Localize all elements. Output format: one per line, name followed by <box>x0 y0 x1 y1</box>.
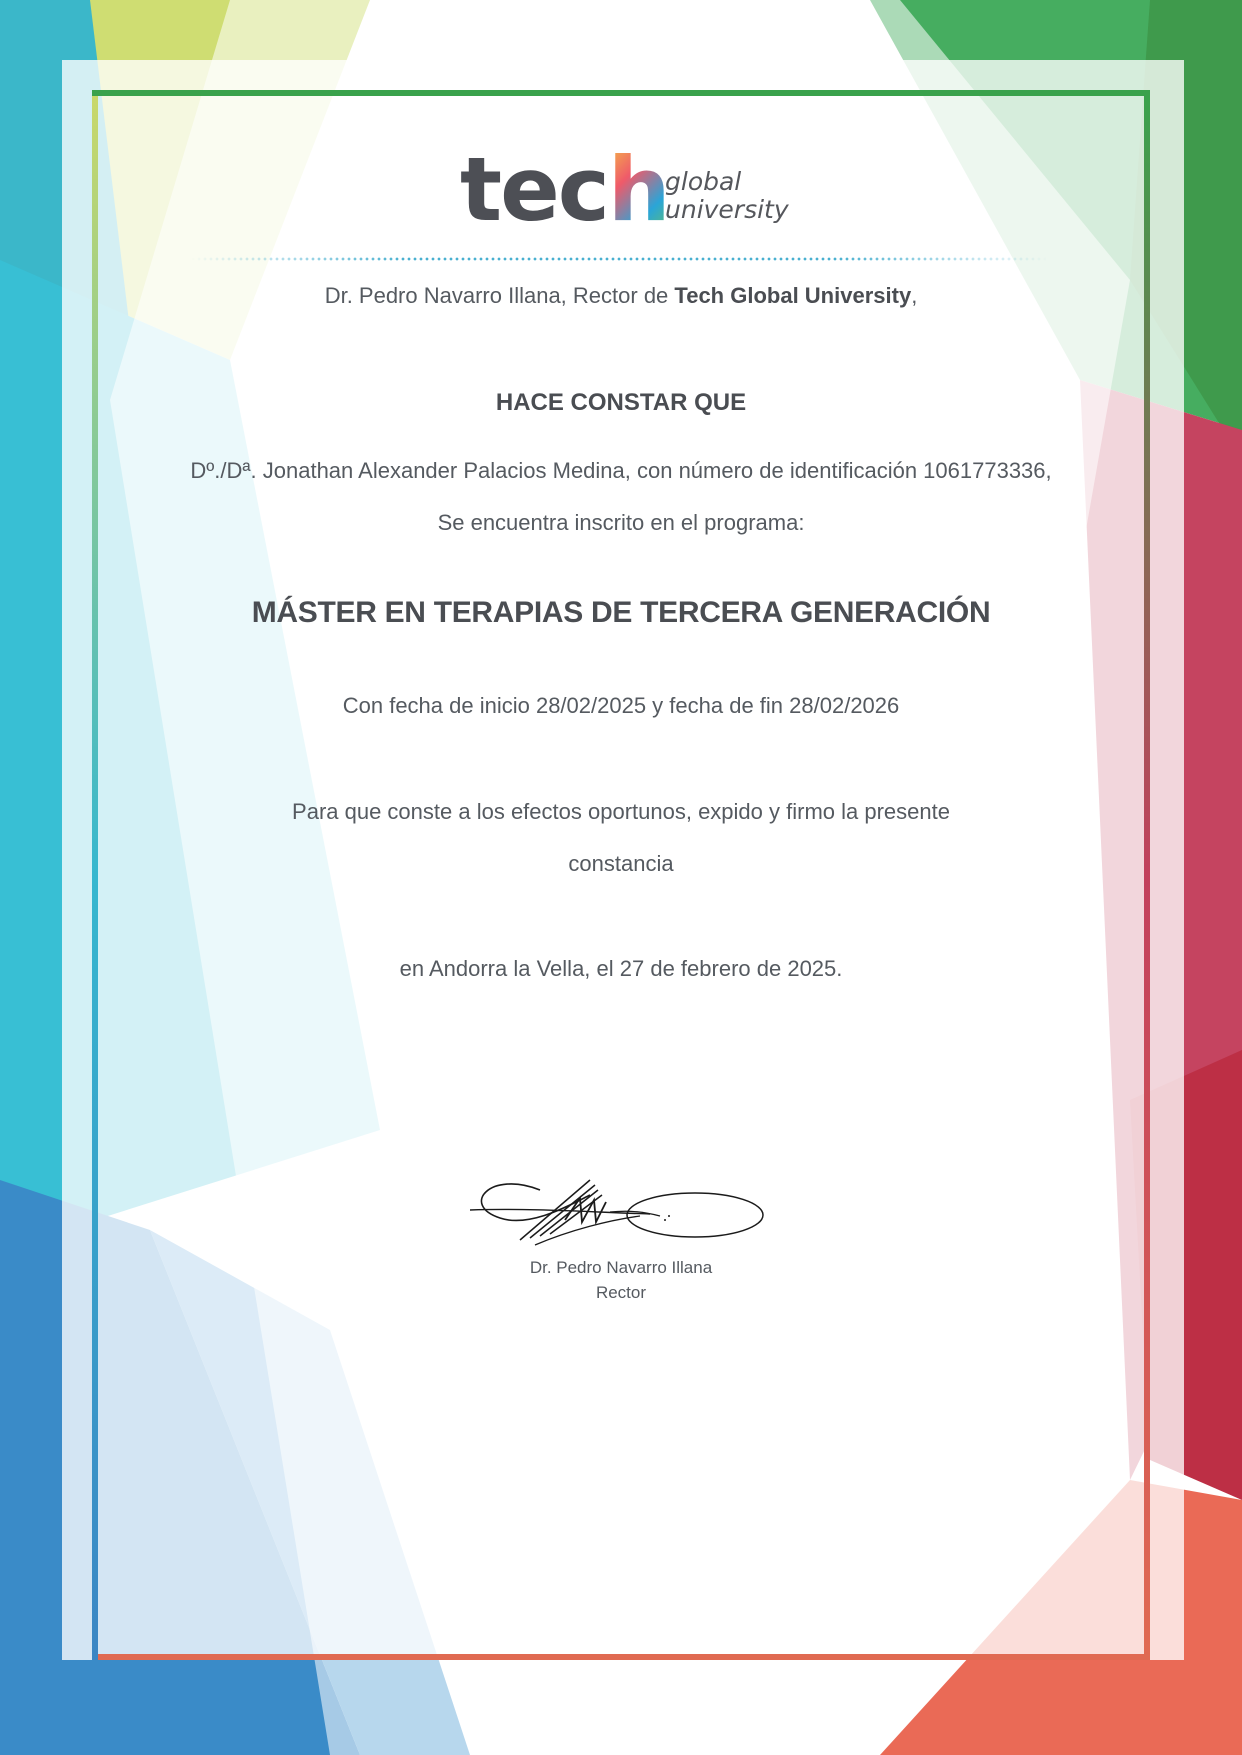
rector-suffix: , <box>911 283 918 308</box>
tech-logo <box>450 140 800 240</box>
enrolled-line: Se encuentra inscrito en el programa: <box>437 510 805 535</box>
place-date-line: en Andorra la Vella, el 27 de febrero de 2025. <box>399 956 843 981</box>
rector-signature <box>470 1150 770 1250</box>
rector-line <box>0 283 1242 309</box>
logo-wordmark <box>460 140 669 240</box>
dates-line: Con fecha de inicio 28/02/2025 y fecha de fin 28/02/2026 <box>342 693 900 718</box>
signer-name: Dr. Pedro Navarro Illana <box>529 1258 713 1277</box>
program-title: MÁSTER EN TERAPIAS DE TERCERA GENERACIÓN <box>251 596 991 629</box>
signer-title: Rector <box>595 1283 647 1302</box>
dotted-divider <box>190 256 1050 262</box>
logo-sub-university: university <box>665 195 789 224</box>
rector-prefix: Dr. Pedro Navarro Illana, Rector de <box>324 283 675 308</box>
logo-word-tec: tec <box>460 138 608 241</box>
logo-word-h: h <box>607 138 669 241</box>
conste-line-2: constancia <box>568 851 674 876</box>
logo-subtitle <box>665 168 789 224</box>
university-name: Tech Global University <box>674 283 912 308</box>
certificate-heading: HACE CONSTAR QUE <box>495 389 747 416</box>
logo-sub-global: global <box>665 167 742 196</box>
student-line: Dº./Dª. Jonathan Alexander Palacios Medina, con número de identificación 1061773336, <box>190 458 1052 483</box>
conste-line-1: Para que conste a los efectos oportunos, expido y firmo la presente <box>292 799 950 824</box>
